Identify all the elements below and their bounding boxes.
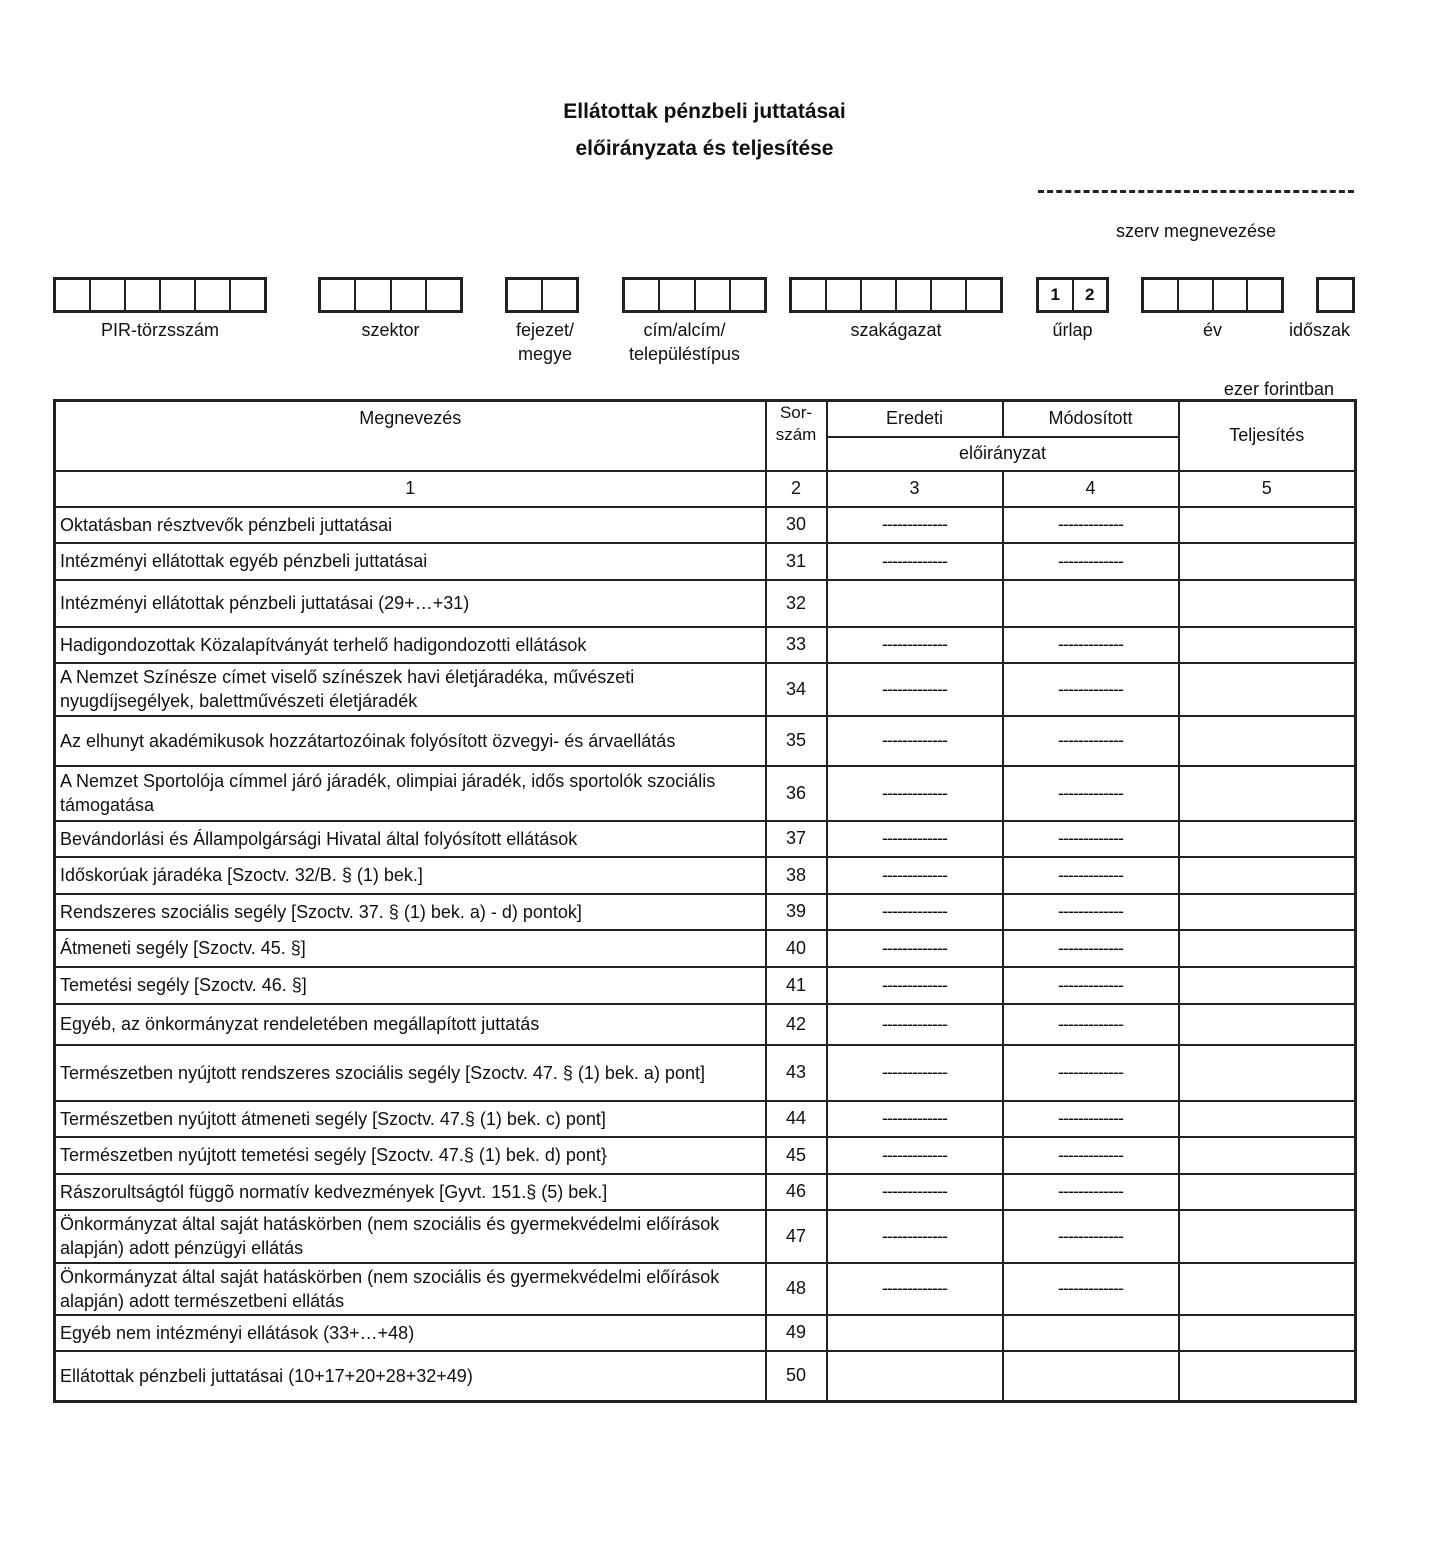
table-row bbox=[55, 857, 1356, 894]
idoszak-label: időszak bbox=[1288, 320, 1351, 340]
table-row bbox=[55, 543, 1356, 580]
cell-teljesites[interactable] bbox=[1179, 1101, 1356, 1137]
cell-modositott-dashes: ------------- bbox=[1003, 967, 1179, 1004]
row-name: Az elhunyt akadémikusok hozzátartozóinak folyósított özvegyi- és árvaellátás bbox=[55, 716, 766, 766]
cell-teljesites[interactable] bbox=[1179, 1263, 1356, 1315]
cell-modositott[interactable] bbox=[1003, 580, 1179, 627]
cell-teljesites[interactable] bbox=[1179, 1174, 1356, 1210]
cell-teljesites[interactable] bbox=[1179, 1004, 1356, 1045]
row-sorszam: 37 bbox=[766, 821, 827, 857]
row-name: Egyéb, az önkormányzat rendeletében megállapított juttatás bbox=[55, 1004, 766, 1045]
cell-teljesites[interactable] bbox=[1179, 857, 1356, 894]
row-name: Átmeneti segély [Szoctv. 45. §] bbox=[55, 930, 766, 967]
cim-label: cím/alcím/ településtípus bbox=[628, 320, 741, 364]
row-sorszam: 30 bbox=[766, 507, 827, 543]
cell-eredeti-dashes: ------------- bbox=[827, 716, 1003, 766]
col-header-sorszam: Sor-szám bbox=[766, 401, 827, 471]
cell-eredeti-dashes: ------------- bbox=[827, 766, 1003, 821]
row-name: Intézményi ellátottak egyéb pénzbeli juttatásai bbox=[55, 543, 766, 580]
row-sorszam: 43 bbox=[766, 1045, 827, 1101]
cell-modositott[interactable] bbox=[1003, 1315, 1179, 1351]
org-name-field[interactable] bbox=[1038, 190, 1354, 193]
table-row bbox=[55, 1137, 1356, 1174]
cell-modositott-dashes: ------------- bbox=[1003, 1004, 1179, 1045]
cell-eredeti-dashes: ------------- bbox=[827, 1174, 1003, 1210]
cell-modositott-dashes: ------------- bbox=[1003, 1137, 1179, 1174]
cell-eredeti[interactable] bbox=[827, 580, 1003, 627]
szektor-label: szektor bbox=[361, 320, 420, 340]
table-row bbox=[55, 580, 1356, 627]
cell-eredeti-dashes: ------------- bbox=[827, 894, 1003, 930]
cell-teljesites[interactable] bbox=[1179, 1137, 1356, 1174]
table-row bbox=[55, 766, 1356, 821]
row-sorszam: 35 bbox=[766, 716, 827, 766]
row-name: Temetési segély [Szoctv. 46. §] bbox=[55, 967, 766, 1004]
cell-teljesites[interactable] bbox=[1179, 716, 1356, 766]
table-row bbox=[55, 1315, 1356, 1351]
row-name: Időskorúak járadéka [Szoctv. 32/B. § (1) bek.] bbox=[55, 857, 766, 894]
table-row bbox=[55, 967, 1356, 1004]
szakagazat-label: szakágazat bbox=[850, 320, 942, 340]
cell-teljesites[interactable] bbox=[1179, 663, 1356, 716]
cell-modositott-dashes: ------------- bbox=[1003, 1101, 1179, 1137]
table-row bbox=[55, 930, 1356, 967]
cell-eredeti-dashes: ------------- bbox=[827, 543, 1003, 580]
fejezet-code-box[interactable] bbox=[505, 277, 579, 313]
cell-teljesites[interactable] bbox=[1179, 766, 1356, 821]
cell-eredeti-dashes: ------------- bbox=[827, 507, 1003, 543]
row-sorszam: 40 bbox=[766, 930, 827, 967]
ev-code-box[interactable] bbox=[1141, 277, 1284, 313]
cell-modositott-dashes: ------------- bbox=[1003, 627, 1179, 663]
row-name: Hadigondozottak Közalapítványát terhelő hadigondozotti ellátások bbox=[55, 627, 766, 663]
row-sorszam: 36 bbox=[766, 766, 827, 821]
row-name: Rászorultságtól függõ normatív kedvezmények [Gyvt. 151.§ (5) bek.] bbox=[55, 1174, 766, 1210]
cell-teljesites[interactable] bbox=[1179, 967, 1356, 1004]
cell-teljesites[interactable] bbox=[1179, 1210, 1356, 1263]
page-title-line-1: Ellátottak pénzbeli juttatásai bbox=[563, 100, 846, 123]
table-row bbox=[55, 1263, 1356, 1315]
table-row bbox=[55, 821, 1356, 857]
table-row bbox=[55, 663, 1356, 716]
table-row bbox=[55, 1174, 1356, 1210]
cell-eredeti-dashes: ------------- bbox=[827, 857, 1003, 894]
row-name: Természetben nyújtott átmeneti segély [Szoctv. 47.§ (1) bek. c) pont] bbox=[55, 1101, 766, 1137]
row-sorszam: 44 bbox=[766, 1101, 827, 1137]
row-name: A Nemzet Sportolója címmel járó járadék, olimpiai járadék, idős sportolók szociális támogatása bbox=[55, 766, 766, 821]
cell-teljesites[interactable] bbox=[1179, 543, 1356, 580]
fejezet-label: fejezet/ megye bbox=[515, 320, 575, 364]
cell-teljesites[interactable] bbox=[1179, 1315, 1356, 1351]
row-name: Természetben nyújtott rendszeres szociális segély [Szoctv. 47. § (1) bek. a) pont] bbox=[55, 1045, 766, 1101]
cell-eredeti-dashes: ------------- bbox=[827, 821, 1003, 857]
main-table bbox=[53, 399, 1357, 1403]
row-name: Egyéb nem intézményi ellátások (33+…+48) bbox=[55, 1315, 766, 1351]
cell-teljesites[interactable] bbox=[1179, 580, 1356, 627]
row-sorszam: 48 bbox=[766, 1263, 827, 1315]
cell-teljesites[interactable] bbox=[1179, 1045, 1356, 1101]
row-name: A Nemzet Színésze címet viselő színészek havi életjáradéka, művészeti nyugdíjsegélyek, balettművészeti életjáradék bbox=[55, 663, 766, 716]
row-name: Intézményi ellátottak pénzbeli juttatásai (29+…+31) bbox=[55, 580, 766, 627]
cell-modositott-dashes: ------------- bbox=[1003, 1174, 1179, 1210]
table-row bbox=[55, 716, 1356, 766]
table-row bbox=[55, 507, 1356, 543]
cell-modositott-dashes: ------------- bbox=[1003, 716, 1179, 766]
col-number: 3 bbox=[827, 471, 1003, 507]
page-title-line-2: előirányzata és teljesítése bbox=[575, 137, 834, 160]
col-number: 1 bbox=[55, 471, 766, 507]
table-row bbox=[55, 1210, 1356, 1263]
cell-teljesites[interactable] bbox=[1179, 507, 1356, 543]
col-header-teljesites: Teljesítés bbox=[1179, 401, 1356, 471]
cell-modositott-dashes: ------------- bbox=[1003, 857, 1179, 894]
cell-eredeti-dashes: ------------- bbox=[827, 930, 1003, 967]
cell-eredeti-dashes: ------------- bbox=[827, 1210, 1003, 1263]
row-sorszam: 47 bbox=[766, 1210, 827, 1263]
row-sorszam: 38 bbox=[766, 857, 827, 894]
idoszak-code-box[interactable] bbox=[1316, 277, 1355, 313]
cell-eredeti[interactable] bbox=[827, 1315, 1003, 1351]
table-row bbox=[55, 1004, 1356, 1045]
cell-teljesites[interactable] bbox=[1179, 894, 1356, 930]
cell-teljesites[interactable] bbox=[1179, 627, 1356, 663]
cell-eredeti-dashes: ------------- bbox=[827, 1263, 1003, 1315]
cim-code-box[interactable] bbox=[622, 277, 767, 313]
row-sorszam: 33 bbox=[766, 627, 827, 663]
cell-modositott-dashes: ------------- bbox=[1003, 543, 1179, 580]
row-name: Bevándorlási és Állampolgársági Hivatal által folyósított ellátások bbox=[55, 821, 766, 857]
row-sorszam: 31 bbox=[766, 543, 827, 580]
cell-eredeti-dashes: ------------- bbox=[827, 1137, 1003, 1174]
org-name-label: szerv megnevezése bbox=[1115, 221, 1277, 241]
cell-eredeti[interactable] bbox=[827, 1351, 1003, 1402]
cell-eredeti-dashes: ------------- bbox=[827, 1101, 1003, 1137]
cell-eredeti-dashes: ------------- bbox=[827, 967, 1003, 1004]
table-row bbox=[55, 627, 1356, 663]
pir-label: PIR-törzsszám bbox=[100, 320, 219, 340]
cell-modositott-dashes: ------------- bbox=[1003, 1045, 1179, 1101]
cell-modositott[interactable] bbox=[1003, 1351, 1179, 1402]
urlap-code-box bbox=[1036, 277, 1109, 313]
row-sorszam: 42 bbox=[766, 1004, 827, 1045]
row-sorszam: 39 bbox=[766, 894, 827, 930]
cell-teljesites[interactable] bbox=[1179, 821, 1356, 857]
row-sorszam: 49 bbox=[766, 1315, 827, 1351]
cell-teljesites[interactable] bbox=[1179, 1351, 1356, 1402]
row-name: Oktatásban résztvevők pénzbeli juttatásai bbox=[55, 507, 766, 543]
cell-teljesites[interactable] bbox=[1179, 930, 1356, 967]
cell-eredeti-dashes: ------------- bbox=[827, 627, 1003, 663]
col-header-modositott: Módosított bbox=[1003, 401, 1179, 437]
pir-code-box[interactable] bbox=[53, 277, 267, 313]
cell-modositott-dashes: ------------- bbox=[1003, 930, 1179, 967]
row-sorszam: 32 bbox=[766, 580, 827, 627]
urlap-digit-1: 1 bbox=[1039, 280, 1074, 310]
cell-eredeti-dashes: ------------- bbox=[827, 1045, 1003, 1101]
cell-modositott-dashes: ------------- bbox=[1003, 663, 1179, 716]
szakagazat-code-box[interactable] bbox=[789, 277, 1003, 313]
cell-modositott-dashes: ------------- bbox=[1003, 766, 1179, 821]
col-number: 2 bbox=[766, 471, 827, 507]
row-sorszam: 46 bbox=[766, 1174, 827, 1210]
table-row bbox=[55, 1101, 1356, 1137]
row-sorszam: 45 bbox=[766, 1137, 827, 1174]
unit-label: ezer forintban bbox=[1223, 379, 1334, 399]
col-header-eloiranyzat: előirányzat bbox=[827, 437, 1179, 471]
cell-modositott-dashes: ------------- bbox=[1003, 821, 1179, 857]
szektor-code-box[interactable] bbox=[318, 277, 463, 313]
column-number-row bbox=[55, 471, 1356, 507]
cell-modositott-dashes: ------------- bbox=[1003, 894, 1179, 930]
row-name: Természetben nyújtott temetési segély [Szoctv. 47.§ (1) bek. d) pont} bbox=[55, 1137, 766, 1174]
row-name: Önkormányzat által saját hatáskörben (nem szociális és gyermekvédelmi előírások alapján) adott természetbeni ellátás bbox=[55, 1263, 766, 1315]
row-name: Önkormányzat által saját hatáskörben (nem szociális és gyermekvédelmi előírások alapján) adott pénzügyi ellátás bbox=[55, 1210, 766, 1263]
cell-modositott-dashes: ------------- bbox=[1003, 1263, 1179, 1315]
row-sorszam: 41 bbox=[766, 967, 827, 1004]
row-name: Rendszeres szociális segély [Szoctv. 37. § (1) bek. a) - d) pontok] bbox=[55, 894, 766, 930]
col-header-eredeti: Eredeti bbox=[827, 401, 1003, 437]
row-sorszam: 34 bbox=[766, 663, 827, 716]
col-header-name: Megnevezés bbox=[55, 401, 766, 471]
cell-eredeti-dashes: ------------- bbox=[827, 663, 1003, 716]
table-row bbox=[55, 1045, 1356, 1101]
row-name: Ellátottak pénzbeli juttatásai (10+17+20+28+32+49) bbox=[55, 1351, 766, 1402]
cell-modositott-dashes: ------------- bbox=[1003, 1210, 1179, 1263]
table-row bbox=[55, 894, 1356, 930]
table-row bbox=[55, 1351, 1356, 1402]
col-number: 5 bbox=[1179, 471, 1356, 507]
ev-label: év bbox=[1202, 320, 1222, 340]
urlap-digit-2: 2 bbox=[1085, 285, 1095, 304]
cell-eredeti-dashes: ------------- bbox=[827, 1004, 1003, 1045]
cell-modositott-dashes: ------------- bbox=[1003, 507, 1179, 543]
row-sorszam: 50 bbox=[766, 1351, 827, 1402]
urlap-label: űrlap bbox=[1052, 320, 1093, 340]
col-number: 4 bbox=[1003, 471, 1179, 507]
